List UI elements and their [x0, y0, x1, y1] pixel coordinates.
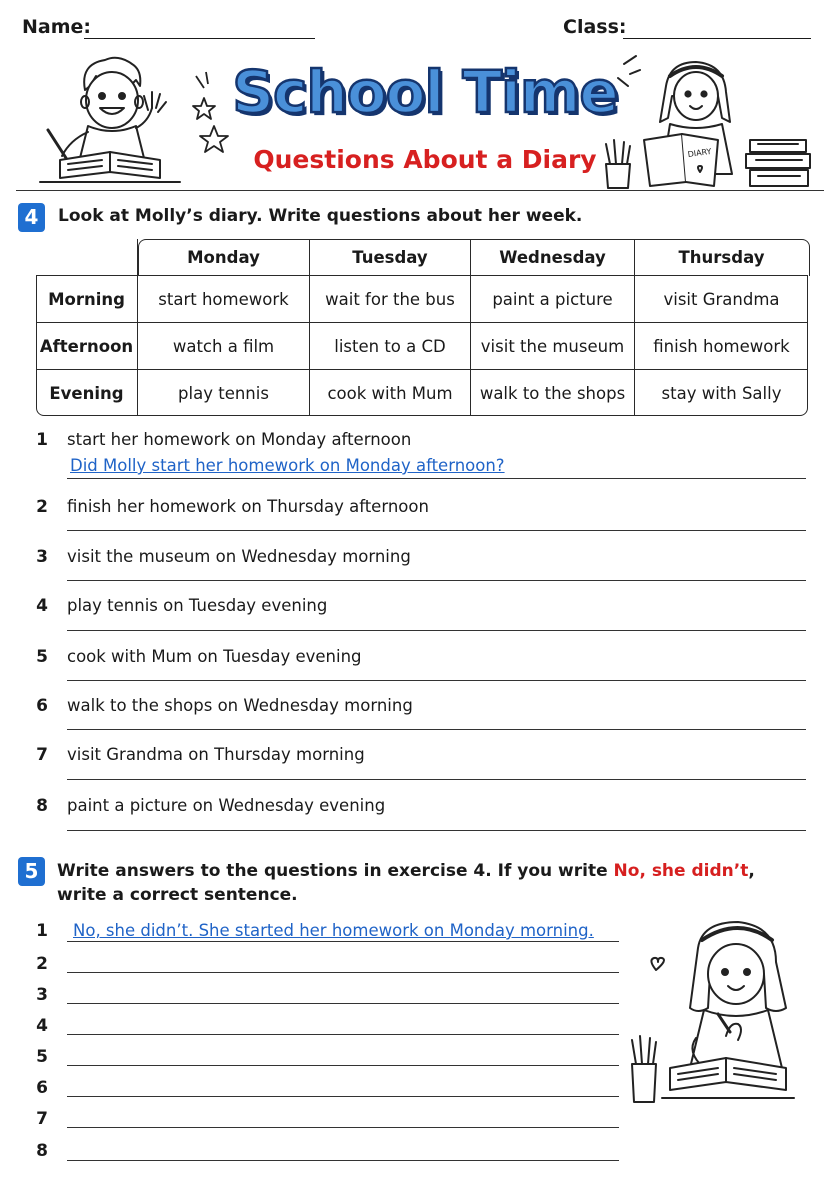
answer-number: 4 — [36, 1016, 48, 1036]
question-prompt: cook with Mum on Tuesday evening — [67, 647, 362, 666]
class-label: Class: — [563, 16, 627, 38]
exercise-5-instruction-highlight: No, she didn’t — [613, 861, 749, 881]
question-number: 2 — [36, 497, 48, 517]
answer-number: 2 — [36, 954, 48, 974]
diary-row-evening — [36, 370, 808, 416]
answer-line[interactable] — [67, 1034, 619, 1035]
question-number: 8 — [36, 796, 48, 816]
answer-number: 8 — [36, 1141, 48, 1161]
diary-cell: play tennis — [138, 370, 310, 416]
question-prompt: finish her homework on Thursday afternoon — [67, 497, 429, 516]
diary-cell: listen to a CD — [310, 323, 471, 370]
diary-col-monday: Monday — [138, 239, 310, 276]
answer-number: 3 — [36, 985, 48, 1005]
answer-text[interactable]: No, she didn’t. She started her homework on Monday morning. — [73, 921, 594, 940]
class-field[interactable] — [623, 38, 811, 39]
answer-line[interactable] — [67, 779, 806, 780]
diary-row-afternoon — [36, 323, 808, 370]
answer-line[interactable] — [67, 530, 806, 531]
diary-book-label: DIARY — [687, 146, 713, 160]
answer-line[interactable] — [67, 630, 806, 631]
question-prompt: play tennis on Tuesday evening — [67, 596, 328, 615]
answer-line[interactable] — [67, 478, 806, 479]
diary-rowhead-afternoon: Afternoon — [36, 323, 138, 370]
exercise-5-instruction-comma: , — [748, 861, 755, 881]
boy-writing-illustration — [40, 52, 185, 187]
question-number: 1 — [36, 430, 48, 450]
answer-number: 6 — [36, 1078, 48, 1098]
question-prompt: paint a picture on Wednesday evening — [67, 796, 386, 815]
diary-table-corner — [36, 239, 138, 276]
diary-col-thursday: Thursday — [635, 239, 808, 276]
diary-cell: start homework — [138, 276, 310, 323]
exercise-5-badge: 5 — [18, 857, 45, 886]
answer-number: 5 — [36, 1047, 48, 1067]
diary-rowhead-morning: Morning — [36, 276, 138, 323]
diary-cell: finish homework — [635, 323, 808, 370]
question-prompt: visit Grandma on Thursday morning — [67, 745, 365, 764]
answer-number: 7 — [36, 1109, 48, 1129]
exercise-5-instruction-line2: write a correct sentence. — [57, 885, 298, 905]
question-prompt: walk to the shops on Wednesday morning — [67, 696, 413, 715]
diary-table-header-row — [36, 239, 808, 276]
question-prompt: start her homework on Monday afternoon — [67, 430, 412, 449]
name-field[interactable] — [84, 38, 315, 39]
exercise-5-instruction — [57, 861, 755, 881]
question-number: 7 — [36, 745, 48, 765]
diary-cell: visit Grandma — [635, 276, 808, 323]
answer-line[interactable] — [67, 580, 806, 581]
answer-line[interactable] — [67, 1065, 619, 1066]
answer-line[interactable] — [67, 1003, 619, 1004]
diary-cell: stay with Sally — [661, 383, 782, 403]
question-number: 5 — [36, 647, 48, 667]
diary-cell: watch a film — [138, 323, 310, 370]
girl-writing-illustration — [626, 918, 796, 1108]
question-answer[interactable]: Did Molly start her homework on Monday afternoon? — [70, 456, 505, 475]
diary-row-morning — [36, 276, 808, 323]
exercise-4-badge: 4 — [18, 203, 45, 232]
name-label: Name: — [22, 16, 92, 38]
question-prompt: visit the museum on Wednesday morning — [67, 547, 411, 566]
answer-number: 1 — [36, 921, 48, 941]
question-number: 3 — [36, 547, 48, 567]
question-number: 4 — [36, 596, 48, 616]
diary-rowhead-evening: Evening — [36, 370, 138, 416]
diary-table — [36, 239, 808, 416]
diary-cell: visit the museum — [471, 323, 635, 370]
answer-line[interactable] — [67, 1127, 619, 1128]
answer-line[interactable] — [67, 972, 619, 973]
girl-reading-diary-illustration — [600, 56, 825, 191]
answer-line[interactable] — [67, 1160, 619, 1161]
diary-col-tuesday: Tuesday — [310, 239, 471, 276]
answer-line[interactable] — [67, 830, 806, 831]
question-number: 6 — [36, 696, 48, 716]
header-divider — [16, 190, 824, 191]
diary-cell: paint a picture — [471, 276, 635, 323]
diary-cell: wait for the bus — [310, 276, 471, 323]
answer-line[interactable] — [67, 680, 806, 681]
exercise-5-instruction-text: Write answers to the questions in exercise 4. If you write — [57, 861, 614, 881]
diary-col-wednesday: Wednesday — [471, 239, 635, 276]
worksheet-title: School Time — [232, 58, 618, 126]
answer-line[interactable] — [67, 729, 806, 730]
diary-cell: cook with Mum — [310, 370, 471, 416]
diary-cell: walk to the shops — [471, 370, 635, 416]
answer-line[interactable] — [67, 941, 619, 942]
worksheet-subtitle: Questions About a Diary — [253, 145, 597, 174]
answer-line[interactable] — [67, 1096, 619, 1097]
exercise-4-instruction: Look at Molly’s diary. Write questions about her week. — [58, 206, 583, 226]
